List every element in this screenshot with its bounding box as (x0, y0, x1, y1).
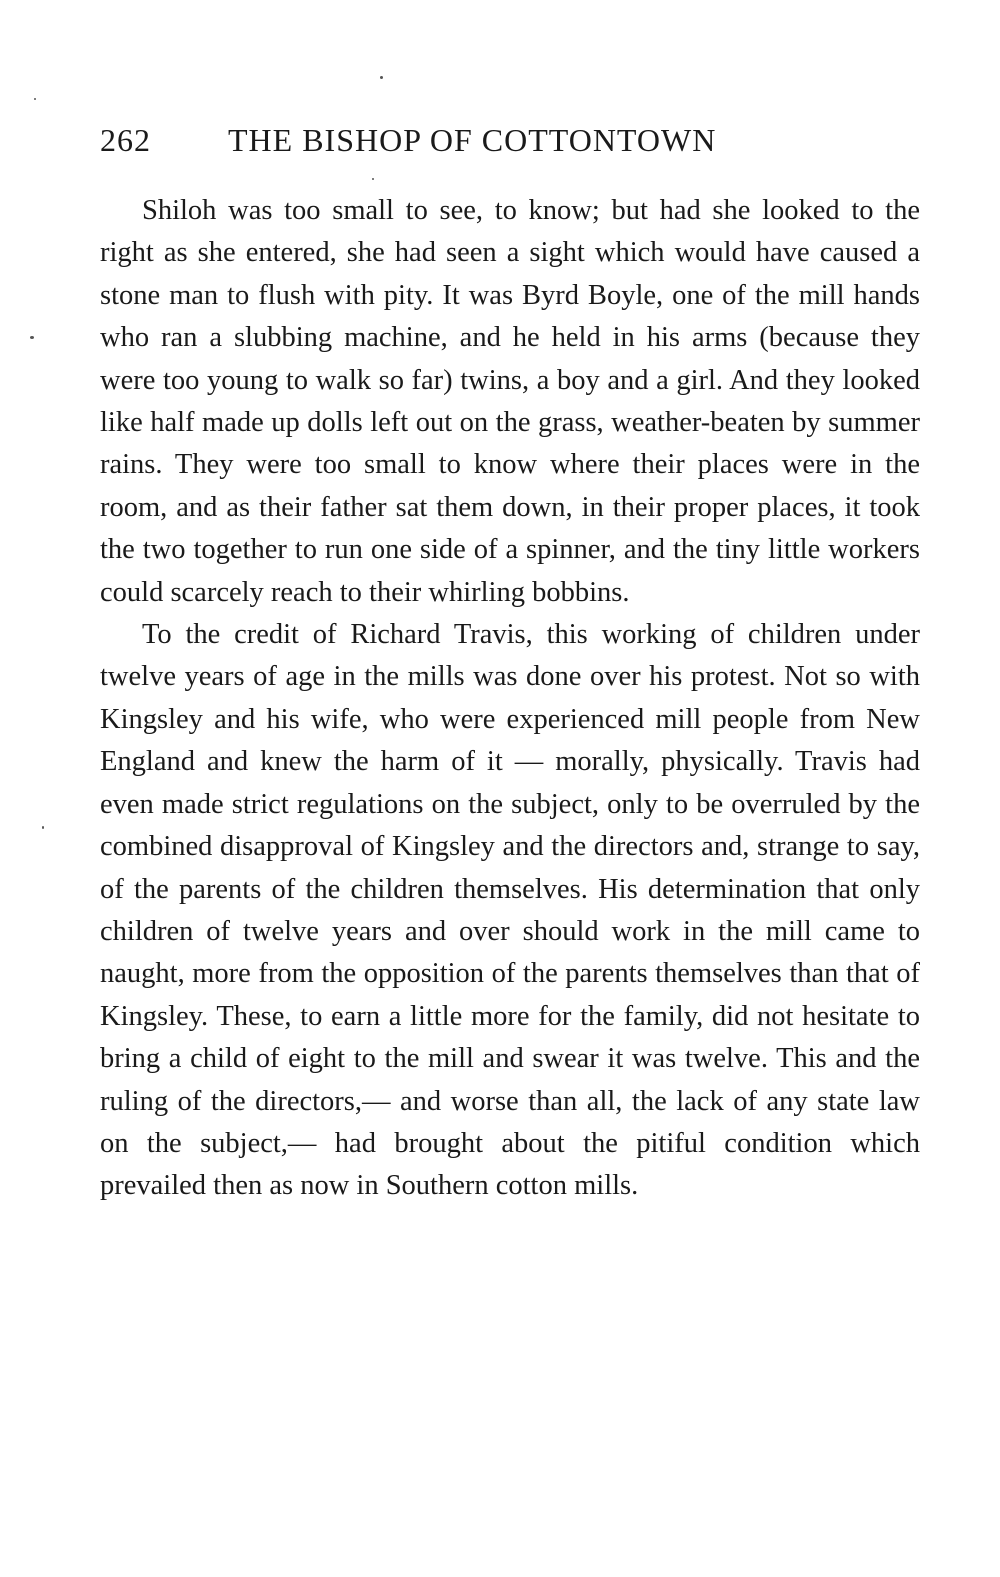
paragraph: Shiloh was too small to see, to know; but had she looked to the right as she entered, she had seen a sight which would have caused a stone man to flush with pity. It was Byrd Boyle, one of the mill hands who ran a slubbing machine, and he held in his arms (because they were too young to walk so far) twins, a boy and a girl. And they looked like half made up dolls left out on the grass, weather-beaten by summer rains. They were too small to know where their places were in the room, and as their father sat them down, in their proper places, it took the two together to run one side of a spinner, and the tiny little workers could scarcely reach to their whirling bobbins. (100, 195, 920, 608)
margin-speck (30, 336, 34, 339)
margin-speck (34, 98, 36, 100)
margin-speck (42, 826, 44, 829)
margin-speck (372, 178, 374, 180)
book-title: THE BISHOP OF COTTONTOWN (228, 122, 717, 158)
margin-speck (380, 76, 383, 79)
paragraph: To the credit of Richard Travis, this working of children under twelve years of age in the mills was done over his protest. Not so with Kingsley and his wife, who were experienced mill people from New England and knew the harm of it — morally, physically. Travis had even made strict regulations on the subject, only to be overruled by the combined disapproval of Kingsley and the directors and, strange to say, of the parents of the children themselves. His determination that only children of twelve years and over should work in the mill came to naught, more from the opposition of the parents themselves than that of Kingsley. These, to earn a little more for the family, did not hesitate to bring a child of eight to the mill and swear it was twelve. This and the ruling of the directors,— and worse than all, the lack of any state law on the subject,— had brought about the pitiful condition which prevailed then as now in Southern cotton mills. (100, 619, 920, 1202)
running-head (100, 122, 920, 166)
page-number: 262 (100, 122, 151, 158)
body-text (100, 190, 920, 1208)
